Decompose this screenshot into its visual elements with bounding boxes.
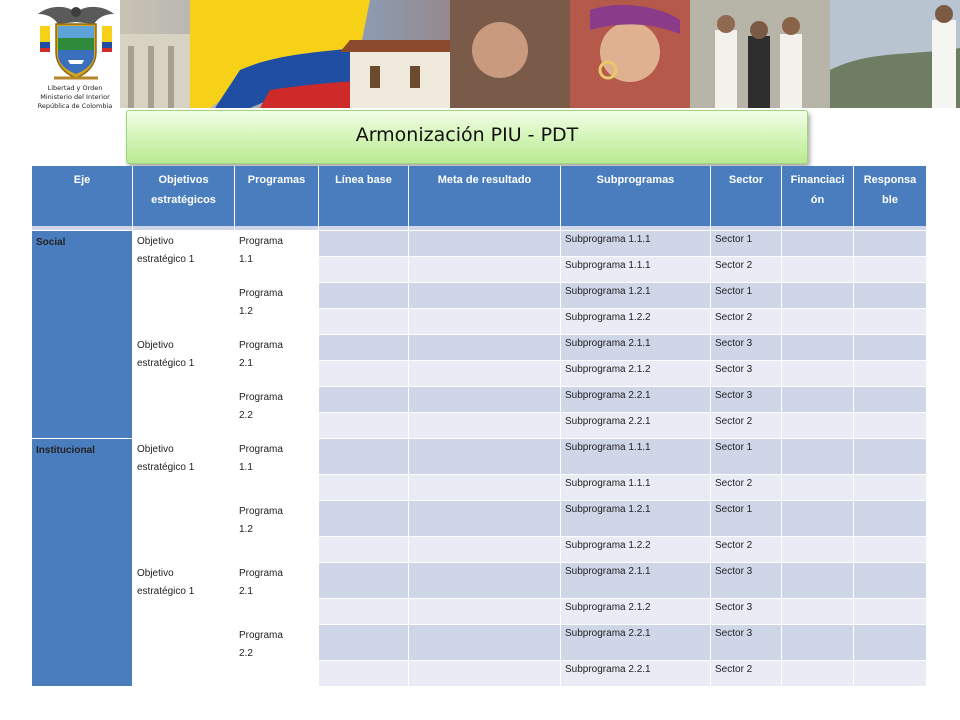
financiacion-cell [782,257,854,283]
objetivo-line-2: estratégico 1 [137,358,195,369]
sector-cell: Sector 2 [711,413,782,439]
objetivo-cell [133,335,235,439]
meta-cell [409,439,561,475]
programa-line-1: Programa [239,568,283,579]
programa-line-2: 2.1 [239,586,253,597]
programa-cell [235,439,319,501]
linea-base-cell [319,599,409,625]
responsable-cell [854,563,927,599]
meta-cell [409,413,561,439]
responsable-cell [854,475,927,501]
linea-base-cell [319,413,409,439]
responsable-cell [854,537,927,563]
financiacion-cell [782,563,854,599]
meta-cell [409,563,561,599]
col-header-responsable [854,166,927,226]
programa-line-2: 2.2 [239,410,253,421]
linea-base-cell [319,387,409,413]
linea-base-cell [319,309,409,335]
subprograma-cell: Subprograma 1.1.1 [561,439,711,475]
meta-cell [409,361,561,387]
programa-line-1: Programa [239,340,283,351]
responsable-cell [854,309,927,335]
financiacion-cell [782,231,854,257]
financiacion-cell [782,413,854,439]
linea-base-cell [319,625,409,661]
financiacion-cell [782,625,854,661]
meta-cell [409,257,561,283]
responsable-cell [854,283,927,309]
objetivo-line-1: Objetivo [137,236,174,247]
subprograma-cell: Subprograma 2.1.2 [561,361,711,387]
programa-cell [235,335,319,387]
responsable-cell [854,661,927,687]
linea-base-cell [319,501,409,537]
motto-line-1: Libertad y Orden [47,84,103,92]
eje-cell: Institucional [32,439,133,687]
linea-base-cell [319,335,409,361]
programa-cell [235,387,319,439]
objetivo-cell [133,439,235,563]
col-header-linea-base: Línea base [319,166,409,226]
slide-title-box [126,110,808,164]
financiacion-cell [782,599,854,625]
sector-cell: Sector 2 [711,475,782,501]
linea-base-cell [319,231,409,257]
financiacion-cell [782,475,854,501]
programa-line-2: 1.2 [239,524,253,535]
subprograma-cell: Subprograma 1.2.1 [561,283,711,309]
page-title: Armonización PIU - PDT [355,124,579,146]
responsable-cell [854,439,927,475]
objetivo-line-2: estratégico 1 [137,462,195,473]
financiacion-cell [782,309,854,335]
meta-cell [409,283,561,309]
programa-line-1: Programa [239,630,283,641]
subprograma-cell: Subprograma 1.2.2 [561,537,711,563]
responsable-cell [854,625,927,661]
coat-of-arms-icon [34,2,118,82]
motto-line-3: República de Colombia [37,102,113,110]
objetivo-line-1: Objetivo [137,444,174,455]
col-header-responsable-line-1: Responsa [863,174,917,186]
sector-cell: Sector 1 [711,501,782,537]
meta-cell [409,231,561,257]
subprograma-cell: Subprograma 2.1.1 [561,563,711,599]
programa-line-2: 1.2 [239,306,253,317]
sector-cell: Sector 3 [711,387,782,413]
meta-cell [409,309,561,335]
linea-base-cell [319,661,409,687]
programa-line-1: Programa [239,506,283,517]
sector-cell: Sector 3 [711,599,782,625]
subprograma-cell: Subprograma 1.1.1 [561,257,711,283]
sector-cell: Sector 3 [711,563,782,599]
eje-cell: Social [32,231,133,439]
sector-cell: Sector 3 [711,625,782,661]
responsable-cell [854,387,927,413]
meta-cell [409,475,561,501]
financiacion-cell [782,387,854,413]
header-photo-banner [120,0,960,108]
meta-cell [409,335,561,361]
programa-cell [235,231,319,283]
objetivo-line-2: estratégico 1 [137,586,195,597]
objetivo-line-1: Objetivo [137,568,174,579]
table-header-row [32,166,927,226]
linea-base-cell [319,537,409,563]
financiacion-cell [782,661,854,687]
harmonization-table [32,166,927,687]
responsable-cell [854,501,927,537]
responsable-cell [854,413,927,439]
programa-line-1: Programa [239,444,283,455]
table-row [32,335,927,361]
subprograma-cell: Subprograma 1.1.1 [561,231,711,257]
col-header-financiacion-line-2: ón [810,194,825,206]
financiacion-cell [782,439,854,475]
meta-cell [409,599,561,625]
meta-cell [409,387,561,413]
responsable-cell [854,257,927,283]
col-header-programas: Programas [235,166,319,226]
objetivo-line-2: estratégico 1 [137,254,195,265]
col-header-responsable-line-2: ble [882,194,898,206]
programa-cell [235,283,319,335]
subprograma-cell: Subprograma 2.2.1 [561,661,711,687]
sector-cell: Sector 2 [711,309,782,335]
table-row [32,439,927,475]
objetivo-cell [133,563,235,687]
meta-cell [409,661,561,687]
programa-line-2: 1.1 [239,254,253,265]
meta-cell [409,625,561,661]
subprograma-cell: Subprograma 1.1.1 [561,475,711,501]
responsable-cell [854,361,927,387]
subprograma-cell: Subprograma 1.2.1 [561,501,711,537]
sector-cell: Sector 2 [711,661,782,687]
coat-of-arms-area [0,0,120,120]
sector-cell: Sector 3 [711,335,782,361]
programa-line-1: Programa [239,236,283,247]
motto-line-2: Ministerio del Interior [40,93,110,101]
col-header-meta: Meta de resultado [409,166,561,226]
financiacion-cell [782,501,854,537]
sector-cell: Sector 1 [711,283,782,309]
col-header-subprogramas: Subprogramas [561,166,711,226]
responsable-cell [854,599,927,625]
linea-base-cell [319,439,409,475]
financiacion-cell [782,283,854,309]
subprograma-cell: Subprograma 2.2.1 [561,387,711,413]
sector-cell: Sector 2 [711,537,782,563]
programa-line-2: 2.1 [239,358,253,369]
financiacion-cell [782,537,854,563]
subprograma-cell: Subprograma 2.1.1 [561,335,711,361]
col-header-objetivos-line-2: estratégicos [151,194,216,206]
linea-base-cell [319,475,409,501]
table-row [32,231,927,257]
col-header-sector: Sector [711,166,782,226]
col-header-eje: Eje [32,166,133,226]
table-body [32,231,927,687]
linea-base-cell [319,563,409,599]
col-header-financiacion [782,166,854,226]
linea-base-cell [319,257,409,283]
meta-cell [409,501,561,537]
financiacion-cell [782,361,854,387]
subprograma-cell: Subprograma 1.2.2 [561,309,711,335]
sector-cell: Sector 1 [711,231,782,257]
programa-line-2: 2.2 [239,648,253,659]
programa-line-1: Programa [239,288,283,299]
programa-line-2: 1.1 [239,462,253,473]
subprograma-cell: Subprograma 2.1.2 [561,599,711,625]
programa-cell [235,563,319,625]
table-row [32,563,927,599]
col-header-financiacion-line-1: Financiaci [790,174,845,186]
col-header-objetivos [133,166,235,226]
col-header-objetivos-line-1: Objetivos [158,174,209,186]
sector-cell: Sector 1 [711,439,782,475]
objetivo-line-1: Objetivo [137,340,174,351]
sector-cell: Sector 2 [711,257,782,283]
responsable-cell [854,335,927,361]
sector-cell: Sector 3 [711,361,782,387]
responsable-cell [854,231,927,257]
meta-cell [409,537,561,563]
financiacion-cell [782,335,854,361]
objetivo-cell [133,231,235,335]
subprograma-cell: Subprograma 2.2.1 [561,413,711,439]
programa-line-1: Programa [239,392,283,403]
subprograma-cell: Subprograma 2.2.1 [561,625,711,661]
programa-cell [235,625,319,687]
linea-base-cell [319,361,409,387]
linea-base-cell [319,283,409,309]
programa-cell [235,501,319,563]
